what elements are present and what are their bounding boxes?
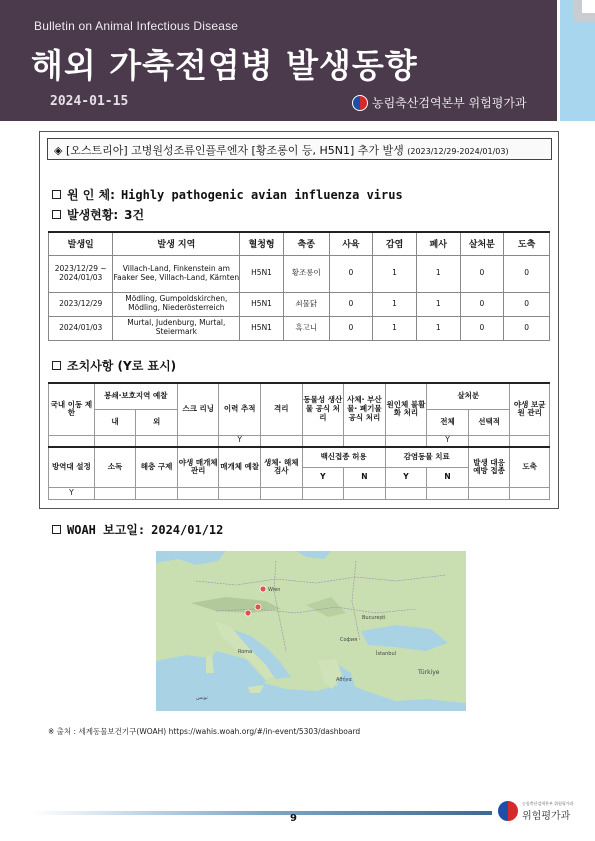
measure-subheader: N bbox=[427, 467, 469, 487]
europe-map-image bbox=[156, 551, 466, 711]
measure-header: 동물성 생산물 공식 처리 bbox=[302, 383, 344, 435]
woah-label: WOAH 보고일: bbox=[67, 523, 146, 537]
measure-header: 격리 bbox=[260, 383, 302, 435]
measure-value bbox=[468, 487, 510, 499]
table-cell: H5N1 bbox=[240, 316, 284, 340]
measures-values-row-2 bbox=[49, 487, 550, 499]
measure-value bbox=[49, 435, 95, 447]
checkbox-icon bbox=[52, 190, 61, 199]
map-label: Roma bbox=[238, 649, 253, 655]
pathogen-value: Highly pathogenic avian influenza virus bbox=[120, 187, 403, 202]
measure-value bbox=[385, 487, 427, 499]
government-emblem-icon bbox=[497, 800, 519, 822]
measure-subheader: 내 bbox=[94, 409, 136, 435]
measure-value bbox=[136, 435, 178, 447]
measure-subheader: Y bbox=[302, 467, 344, 487]
col-header: 감염 bbox=[373, 232, 417, 255]
measure-header: 방역대 설정 bbox=[49, 447, 95, 487]
measure-value bbox=[510, 435, 550, 447]
measure-header: 도축 bbox=[510, 447, 550, 487]
table-cell: 1 bbox=[416, 255, 460, 292]
measure-header: 매개체 예찰 bbox=[219, 447, 261, 487]
measure-value bbox=[177, 435, 219, 447]
page-fold-corner bbox=[574, 0, 595, 21]
measure-subheader: 선택적 bbox=[468, 409, 510, 435]
footer-org-small: 농림축산검역본부 위험평가과 bbox=[522, 800, 574, 806]
measures-values-row-1 bbox=[49, 435, 550, 447]
col-header: 폐사 bbox=[416, 232, 460, 255]
topic-main: ◈ [오스트리아] 고병원성조류인플루엔자 [황조롱이 등, H5N1] 추가 발생 bbox=[54, 144, 404, 157]
measure-header: 사체· 부산물· 폐기물 공식 처리 bbox=[344, 383, 386, 435]
measure-header: 생체· 해체 검사 bbox=[260, 447, 302, 487]
measures-header-row-1a bbox=[49, 383, 550, 409]
col-header: 축종 bbox=[283, 232, 329, 255]
topic-heading bbox=[47, 138, 552, 160]
map-label: Türkiye bbox=[418, 669, 440, 676]
page-title: 해외 가축전염병 발생동향 bbox=[31, 46, 418, 85]
measure-value: Y bbox=[219, 435, 261, 447]
pathogen-line bbox=[52, 186, 403, 203]
measure-header: 원인체 불활화 처리 bbox=[385, 383, 427, 435]
measure-value bbox=[344, 435, 386, 447]
table-cell: 0 bbox=[504, 292, 550, 316]
measure-header: 소독 bbox=[94, 447, 136, 487]
measure-header: 스크 리닝 bbox=[177, 383, 219, 435]
measure-value bbox=[302, 435, 344, 447]
table-cell: 1 bbox=[373, 292, 417, 316]
map-label: Αθήνα bbox=[336, 677, 352, 683]
status-line bbox=[52, 206, 144, 223]
woah-line bbox=[52, 521, 223, 538]
table-cell: 1 bbox=[416, 292, 460, 316]
measure-value bbox=[468, 435, 510, 447]
measure-value bbox=[94, 487, 136, 499]
table-cell: 0 bbox=[460, 292, 504, 316]
measure-header: 국내 이동 제한 bbox=[49, 383, 95, 435]
measure-header: 발생 대응 예방 접종 bbox=[468, 447, 510, 487]
measure-value bbox=[510, 487, 550, 499]
table-cell: 쇠물닭 bbox=[283, 292, 329, 316]
measure-value: Y bbox=[49, 487, 95, 499]
measure-value: Y bbox=[427, 435, 469, 447]
checkbox-icon bbox=[52, 210, 61, 219]
table-cell: 2023/12/29 ~ 2024/01/03 bbox=[49, 255, 113, 292]
table-cell: 0 bbox=[329, 316, 373, 340]
measures-heading bbox=[52, 357, 176, 374]
table-cell: 2023/12/29 bbox=[49, 292, 113, 316]
footer-org-big: 위험평가과 bbox=[522, 810, 571, 822]
topic-period: (2023/12/29-2024/01/03) bbox=[407, 147, 509, 156]
org-name: 농림축산검역본부 위험평가과 bbox=[372, 96, 527, 110]
page-number: 9 bbox=[290, 813, 297, 824]
status-label: 발생현황: bbox=[67, 208, 119, 222]
table-cell: 1 bbox=[373, 316, 417, 340]
table-cell: 1 bbox=[373, 255, 417, 292]
header-banner bbox=[0, 0, 557, 121]
source-note: ※ 출처 : 세계동물보건기구(WOAH) https://wahis.woah.org/#/in-event/5303/dashboard bbox=[48, 727, 361, 736]
col-header: 도축 bbox=[504, 232, 550, 255]
map-label: İstanbul bbox=[376, 651, 397, 657]
pathogen-label: 원 인 체: bbox=[67, 188, 115, 202]
table-cell: 0 bbox=[504, 255, 550, 292]
measure-header: 야생 매개체 관리 bbox=[177, 447, 219, 487]
table-cell: 흑고니 bbox=[283, 316, 329, 340]
checkbox-icon bbox=[52, 361, 61, 370]
measure-value bbox=[302, 487, 344, 499]
footer-divider bbox=[32, 811, 492, 815]
col-header: 살처분 bbox=[460, 232, 504, 255]
woah-value: 2024/01/12 bbox=[151, 522, 224, 537]
table-cell: Murtal, Judenburg, Murtal, Steiermark bbox=[113, 316, 240, 340]
measure-header: 야생 보균원 관리 bbox=[510, 383, 550, 435]
measure-value bbox=[177, 487, 219, 499]
table-cell: 0 bbox=[460, 316, 504, 340]
measure-header: 살처분 bbox=[427, 383, 510, 409]
col-header: 사육 bbox=[329, 232, 373, 255]
col-header: 발생일 bbox=[49, 232, 113, 255]
measure-value bbox=[219, 487, 261, 499]
map-label: تونس bbox=[196, 695, 208, 701]
measure-header: 감염동물 치료 bbox=[385, 447, 468, 467]
map-label: София bbox=[340, 637, 358, 643]
measure-subheader: N bbox=[344, 467, 386, 487]
table-cell: 0 bbox=[329, 292, 373, 316]
map-label: București bbox=[362, 615, 386, 621]
table-cell: H5N1 bbox=[240, 255, 284, 292]
footer-logo bbox=[497, 800, 574, 822]
measure-subheader: Y bbox=[385, 467, 427, 487]
footer-org bbox=[522, 801, 574, 822]
table-row bbox=[49, 292, 550, 316]
measure-header: 백신접종 허용 bbox=[302, 447, 385, 467]
outbreak-table bbox=[48, 231, 550, 341]
col-header: 혈청형 bbox=[240, 232, 284, 255]
measure-header: 이력 추적 bbox=[219, 383, 261, 435]
measure-value bbox=[94, 435, 136, 447]
table-cell: 1 bbox=[416, 316, 460, 340]
table-row bbox=[49, 316, 550, 340]
table-cell: Villach-Land, Finkenstein am Faaker See, Villach-Land, Kärnten bbox=[113, 255, 240, 292]
outbreak-map[interactable] bbox=[156, 551, 466, 711]
table-cell: 황조롱이 bbox=[283, 255, 329, 292]
measure-subheader: 외 bbox=[136, 409, 178, 435]
outbreak-header-row bbox=[49, 232, 550, 255]
measure-header: 해충 구제 bbox=[136, 447, 178, 487]
checkbox-icon bbox=[52, 525, 61, 534]
map-label: Wien bbox=[268, 587, 281, 593]
org-label bbox=[352, 94, 527, 111]
measures-table bbox=[48, 382, 550, 500]
table-row bbox=[49, 255, 550, 292]
measure-subheader: 전체 bbox=[427, 409, 469, 435]
measure-value bbox=[427, 487, 469, 499]
measures-header-row-2a bbox=[49, 447, 550, 467]
measure-value bbox=[385, 435, 427, 447]
bulletin-subtitle: Bulletin on Animal Infectious Disease bbox=[34, 19, 239, 33]
measures-title: 조치사항 (Y로 표시) bbox=[67, 359, 177, 373]
government-emblem-icon bbox=[352, 95, 368, 111]
table-cell: 0 bbox=[329, 255, 373, 292]
measure-value bbox=[260, 487, 302, 499]
table-cell: Mödling, Gumpoldskirchen, Mödling, Niederösterreich bbox=[113, 292, 240, 316]
table-cell: H5N1 bbox=[240, 292, 284, 316]
table-cell: 0 bbox=[504, 316, 550, 340]
measure-value bbox=[260, 435, 302, 447]
table-cell: 0 bbox=[460, 255, 504, 292]
measure-value bbox=[136, 487, 178, 499]
status-value: 3건 bbox=[124, 208, 145, 222]
report-date: 2024-01-15 bbox=[50, 94, 129, 109]
measure-header: 봉쇄·보호지역 예찰 bbox=[94, 383, 177, 409]
measure-value bbox=[344, 487, 386, 499]
col-header: 발생 지역 bbox=[113, 232, 240, 255]
table-cell: 2024/01/03 bbox=[49, 316, 113, 340]
